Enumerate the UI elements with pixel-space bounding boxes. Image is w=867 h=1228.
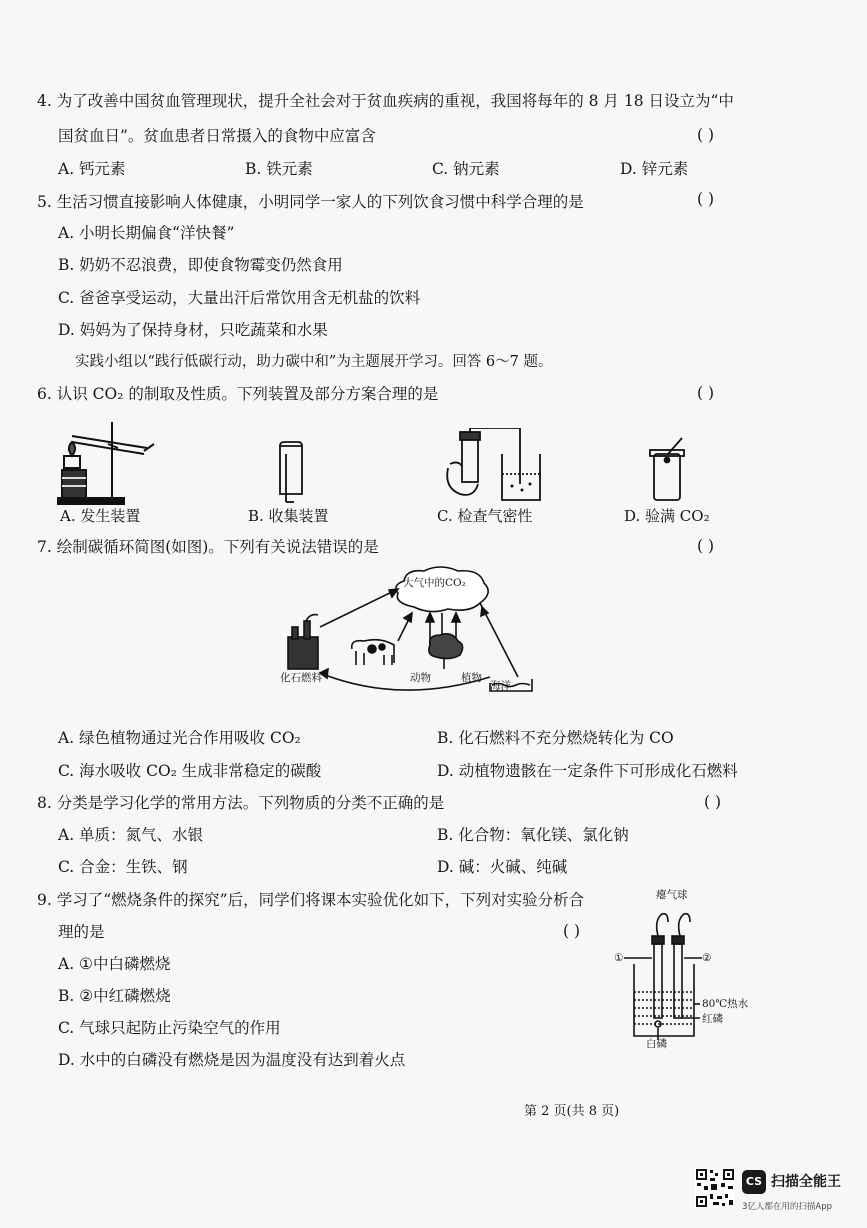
q6-apparatus-d-full-test	[646, 436, 694, 504]
q9-label-white-phosphorus: 白磷	[646, 1038, 667, 1050]
q5-option-c: C. 爸爸享受运动，大量出汗后常饮用含无机盐的饮料	[58, 289, 421, 307]
q7-stem: 7. 绘制碳循环简图(如图)。下列有关说法错误的是	[37, 538, 379, 556]
q9-option-c: C. 气球只起防止污染空气的作用	[58, 1019, 281, 1037]
scanner-logo: CS	[742, 1170, 766, 1194]
q5-option-a: A. 小明长期偏食“洋快餐”	[58, 224, 235, 242]
q6-stem: 6. 认识 CO₂ 的制取及性质。下列装置及部分方案合理的是	[37, 385, 439, 403]
q7-label-plant: 植物	[461, 672, 482, 684]
q5-stem: 5. 生活习惯直接影响人体健康，小明同学一家人的下列饮食习惯中科学合理的是	[37, 193, 584, 211]
q4-stem-line2: 国贫血日”。贫血患者日常摄入的食物中应富含	[58, 127, 376, 145]
q7-option-b: B. 化石燃料不充分燃烧转化为 CO	[437, 729, 674, 747]
q5-option-b: B. 奶奶不忍浪费，即使食物霉变仍然食用	[58, 256, 343, 274]
q7-answer-paren: ( )	[697, 537, 715, 555]
q9-label-tube-1: ①	[614, 952, 624, 964]
q6-apparatus-c-airtightness	[440, 428, 544, 506]
q9-label-balloon: 瘪气球	[656, 889, 688, 901]
q6-option-d: D. 验满 CO₂	[624, 507, 710, 525]
q7-label-fossil-fuel: 化石燃料	[280, 672, 322, 684]
q4-option-c: C. 钠元素	[432, 160, 500, 178]
qr-code	[695, 1168, 735, 1208]
q8-stem: 8. 分类是学习化学的常用方法。下列物质的分类不正确的是	[37, 794, 445, 812]
scanner-app-name: 扫描全能王	[771, 1174, 841, 1190]
q7-label-atmosphere-co2: 大气中的CO₂	[403, 577, 466, 589]
q4-option-b: B. 铁元素	[245, 160, 313, 178]
q7-option-d: D. 动植物遗骸在一定条件下可形成化石燃料	[437, 762, 738, 780]
q8-option-b: B. 化合物：氧化镁、氯化钠	[437, 826, 629, 844]
q8-option-a: A. 单质：氮气、水银	[58, 826, 204, 844]
section-intro: 实践小组以“践行低碳行动，助力碳中和”为主题展开学习。回答 6～7 题。	[75, 354, 553, 370]
q9-answer-paren: ( )	[563, 922, 581, 940]
q5-answer-paren: ( )	[697, 190, 715, 208]
q9-label-red-phosphorus: 红磷	[702, 1013, 723, 1025]
q6-option-c: C. 检查气密性	[437, 507, 533, 525]
q9-stem-line2: 理的是	[58, 923, 105, 941]
q6-apparatus-b-collector	[272, 440, 312, 506]
q9-option-d: D. 水中的白磷没有燃烧是因为温度没有达到着火点	[58, 1051, 406, 1069]
q6-apparatus-a-generator	[52, 418, 162, 508]
page-number: 第 2 页(共 8 页)	[524, 1104, 620, 1119]
q9-combustion-apparatus	[618, 900, 708, 1050]
q9-option-a: A. ①中白磷燃烧	[58, 955, 171, 973]
q7-option-a: A. 绿色植物通过光合作用吸收 CO₂	[58, 729, 301, 747]
q7-label-ocean: 海洋	[490, 680, 511, 692]
q7-option-c: C. 海水吸收 CO₂ 生成非常稳定的碳酸	[58, 762, 322, 780]
q4-stem-line1: 4. 为了改善中国贫血管理现状，提升全社会对于贫血疾病的重视，我国将每年的 8 月 18 日设立为“中	[37, 92, 734, 110]
q8-answer-paren: ( )	[704, 793, 722, 811]
q9-label-hot-water: 80℃热水	[702, 998, 749, 1010]
q4-answer-paren: ( )	[697, 126, 715, 144]
q8-option-d: D. 碱：火碱、纯碱	[437, 858, 568, 876]
q8-option-c: C. 合金：生铁、钢	[58, 858, 188, 876]
q9-label-tube-2: ②	[702, 952, 712, 964]
q5-option-d: D. 妈妈为了保持身材，只吃蔬菜和水果	[58, 321, 328, 339]
q9-stem-line1: 9. 学习了“燃烧条件的探究”后，同学们将课本实验优化如下，下列对实验分析合	[37, 891, 585, 909]
q6-option-a: A. 发生装置	[60, 507, 141, 525]
scanner-tagline: 3亿人都在用的扫描App	[742, 1202, 833, 1212]
q6-answer-paren: ( )	[697, 384, 715, 402]
q6-option-b: B. 收集装置	[248, 507, 329, 525]
q9-option-b: B. ②中红磷燃烧	[58, 987, 171, 1005]
q7-label-animal: 动物	[410, 672, 431, 684]
q4-option-a: A. 钙元素	[58, 160, 126, 178]
q4-option-d: D. 锌元素	[620, 160, 689, 178]
